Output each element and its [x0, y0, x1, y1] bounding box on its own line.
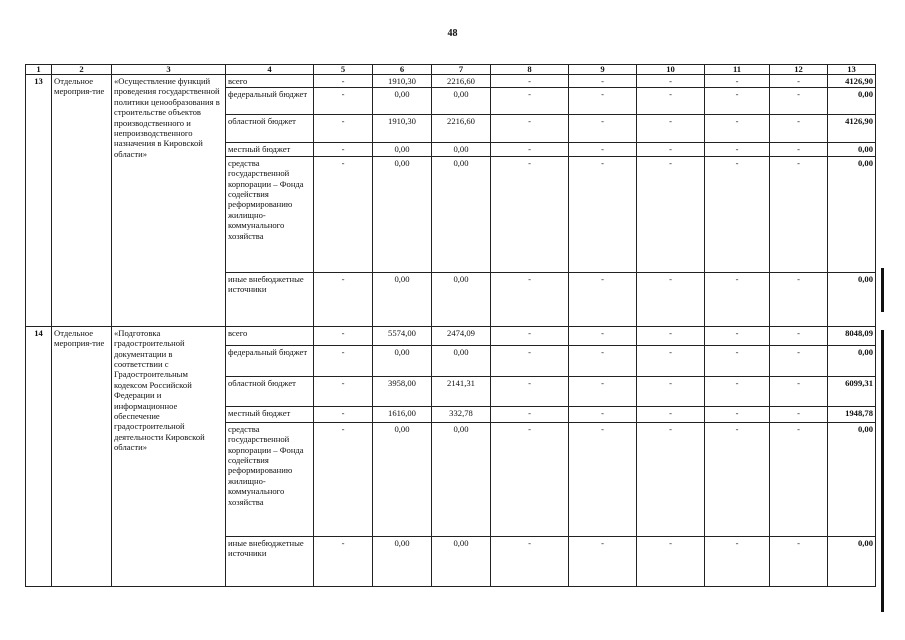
value-cell: 0,00: [432, 536, 491, 586]
header-cell: 9: [569, 65, 637, 75]
value-cell: 332,78: [432, 406, 491, 422]
total-cell: 0,00: [828, 88, 876, 115]
value-cell: -: [314, 88, 373, 115]
value-cell: -: [491, 143, 569, 156]
value-cell: -: [637, 115, 705, 143]
header-cell: 13: [828, 65, 876, 75]
funding-source: всего: [226, 75, 314, 88]
value-cell: -: [705, 376, 770, 406]
table-row: [26, 326, 876, 345]
value-cell: 1910,30: [373, 75, 432, 88]
funding-source: областной бюджет: [226, 376, 314, 406]
value-cell: -: [314, 376, 373, 406]
value-cell: -: [705, 75, 770, 88]
funding-source: иные внебюджетные источники: [226, 272, 314, 326]
value-cell: -: [637, 88, 705, 115]
value-cell: -: [770, 115, 828, 143]
header-cell: 7: [432, 65, 491, 75]
value-cell: -: [569, 75, 637, 88]
value-cell: -: [569, 345, 637, 376]
value-cell: -: [705, 115, 770, 143]
header-cell: 3: [112, 65, 226, 75]
header-cell: 11: [705, 65, 770, 75]
value-cell: -: [314, 143, 373, 156]
value-cell: -: [569, 88, 637, 115]
total-cell: 0,00: [828, 422, 876, 536]
value-cell: -: [770, 75, 828, 88]
scan-artifact: [881, 268, 884, 312]
total-cell: 0,00: [828, 345, 876, 376]
funding-source: федеральный бюджет: [226, 88, 314, 115]
value-cell: 0,00: [432, 345, 491, 376]
funding-source: всего: [226, 326, 314, 345]
value-cell: -: [569, 272, 637, 326]
total-cell: 0,00: [828, 156, 876, 272]
value-cell: 2141,31: [432, 376, 491, 406]
value-cell: 0,00: [373, 422, 432, 536]
value-cell: -: [770, 536, 828, 586]
value-cell: -: [569, 406, 637, 422]
value-cell: 0,00: [432, 88, 491, 115]
value-cell: -: [637, 376, 705, 406]
value-cell: -: [314, 272, 373, 326]
value-cell: -: [637, 422, 705, 536]
value-cell: -: [314, 422, 373, 536]
value-cell: 2216,60: [432, 75, 491, 88]
value-cell: 0,00: [432, 143, 491, 156]
value-cell: -: [569, 326, 637, 345]
value-cell: -: [637, 75, 705, 88]
header-cell: 8: [491, 65, 569, 75]
value-cell: -: [637, 406, 705, 422]
value-cell: -: [770, 156, 828, 272]
value-cell: 2474,09: [432, 326, 491, 345]
value-cell: -: [491, 345, 569, 376]
value-cell: -: [637, 272, 705, 326]
funding-source: местный бюджет: [226, 143, 314, 156]
total-cell: 0,00: [828, 536, 876, 586]
value-cell: -: [491, 536, 569, 586]
value-cell: -: [770, 422, 828, 536]
total-cell: 0,00: [828, 272, 876, 326]
value-cell: -: [491, 272, 569, 326]
budget-table: [25, 64, 876, 587]
total-cell: 8048,09: [828, 326, 876, 345]
funding-source: средства государственной корпорации – Фонда содействия реформированию жилищно-коммунального хозяйства: [226, 422, 314, 536]
value-cell: -: [569, 156, 637, 272]
value-cell: 0,00: [373, 272, 432, 326]
value-cell: -: [770, 345, 828, 376]
value-cell: 0,00: [373, 143, 432, 156]
value-cell: -: [491, 156, 569, 272]
value-cell: -: [770, 272, 828, 326]
value-cell: -: [491, 406, 569, 422]
value-cell: -: [705, 156, 770, 272]
total-cell: 4126,90: [828, 115, 876, 143]
value-cell: 0,00: [373, 536, 432, 586]
header-cell: 1: [26, 65, 52, 75]
value-cell: -: [314, 326, 373, 345]
value-cell: -: [569, 115, 637, 143]
header-row: [26, 65, 876, 75]
value-cell: -: [569, 376, 637, 406]
item-name: «Осуществление функций проведения государственной политики ценообразования в строительстве объектов производственного и непроизводственного назначения в Кировской области»: [112, 75, 226, 327]
item-type: Отдельное мероприя-тие: [52, 326, 112, 586]
value-cell: -: [705, 345, 770, 376]
value-cell: -: [770, 406, 828, 422]
item-type: Отдельное мероприя-тие: [52, 75, 112, 327]
value-cell: -: [314, 536, 373, 586]
item-number: 13: [26, 75, 52, 327]
value-cell: 0,00: [432, 272, 491, 326]
funding-source: областной бюджет: [226, 115, 314, 143]
item-number: 14: [26, 326, 52, 586]
header-cell: 5: [314, 65, 373, 75]
value-cell: 0,00: [373, 345, 432, 376]
value-cell: -: [705, 143, 770, 156]
value-cell: 0,00: [432, 156, 491, 272]
value-cell: -: [637, 536, 705, 586]
value-cell: -: [491, 88, 569, 115]
value-cell: -: [314, 75, 373, 88]
header-cell: 10: [637, 65, 705, 75]
total-cell: 1948,78: [828, 406, 876, 422]
value-cell: -: [637, 326, 705, 345]
value-cell: -: [770, 376, 828, 406]
value-cell: 2216,60: [432, 115, 491, 143]
value-cell: 1910,30: [373, 115, 432, 143]
value-cell: 5574,00: [373, 326, 432, 345]
value-cell: -: [491, 326, 569, 345]
value-cell: -: [705, 272, 770, 326]
total-cell: 0,00: [828, 143, 876, 156]
header-cell: 2: [52, 65, 112, 75]
value-cell: -: [637, 156, 705, 272]
value-cell: -: [314, 115, 373, 143]
value-cell: -: [705, 422, 770, 536]
header-cell: 6: [373, 65, 432, 75]
total-cell: 4126,90: [828, 75, 876, 88]
value-cell: -: [637, 345, 705, 376]
value-cell: -: [705, 536, 770, 586]
value-cell: -: [314, 345, 373, 376]
value-cell: -: [314, 406, 373, 422]
value-cell: 0,00: [373, 156, 432, 272]
funding-source: местный бюджет: [226, 406, 314, 422]
value-cell: -: [491, 422, 569, 536]
value-cell: -: [637, 143, 705, 156]
value-cell: 0,00: [373, 88, 432, 115]
value-cell: -: [770, 326, 828, 345]
funding-source: иные внебюджетные источники: [226, 536, 314, 586]
scan-artifact: [881, 330, 884, 612]
value-cell: -: [770, 88, 828, 115]
value-cell: -: [705, 88, 770, 115]
value-cell: -: [491, 115, 569, 143]
funding-source: средства государственной корпорации – Фонда содействия реформированию жилищно-коммунального хозяйства: [226, 156, 314, 272]
value-cell: -: [314, 156, 373, 272]
value-cell: -: [770, 143, 828, 156]
value-cell: -: [491, 376, 569, 406]
page-number: 48: [447, 28, 458, 39]
header-cell: 4: [226, 65, 314, 75]
value-cell: -: [491, 75, 569, 88]
value-cell: 3958,00: [373, 376, 432, 406]
item-name: «Подготовка градостроительной документации в соответствии с Градостроительным кодексом Российской Федерации и информационное обеспечение градостроительной деятельности Кировской области»: [112, 326, 226, 586]
table-row: [26, 75, 876, 88]
value-cell: -: [569, 422, 637, 536]
value-cell: -: [705, 406, 770, 422]
value-cell: 0,00: [432, 422, 491, 536]
header-cell: 12: [770, 65, 828, 75]
value-cell: -: [569, 143, 637, 156]
value-cell: -: [705, 326, 770, 345]
value-cell: 1616,00: [373, 406, 432, 422]
total-cell: 6099,31: [828, 376, 876, 406]
value-cell: -: [569, 536, 637, 586]
funding-source: федеральный бюджет: [226, 345, 314, 376]
